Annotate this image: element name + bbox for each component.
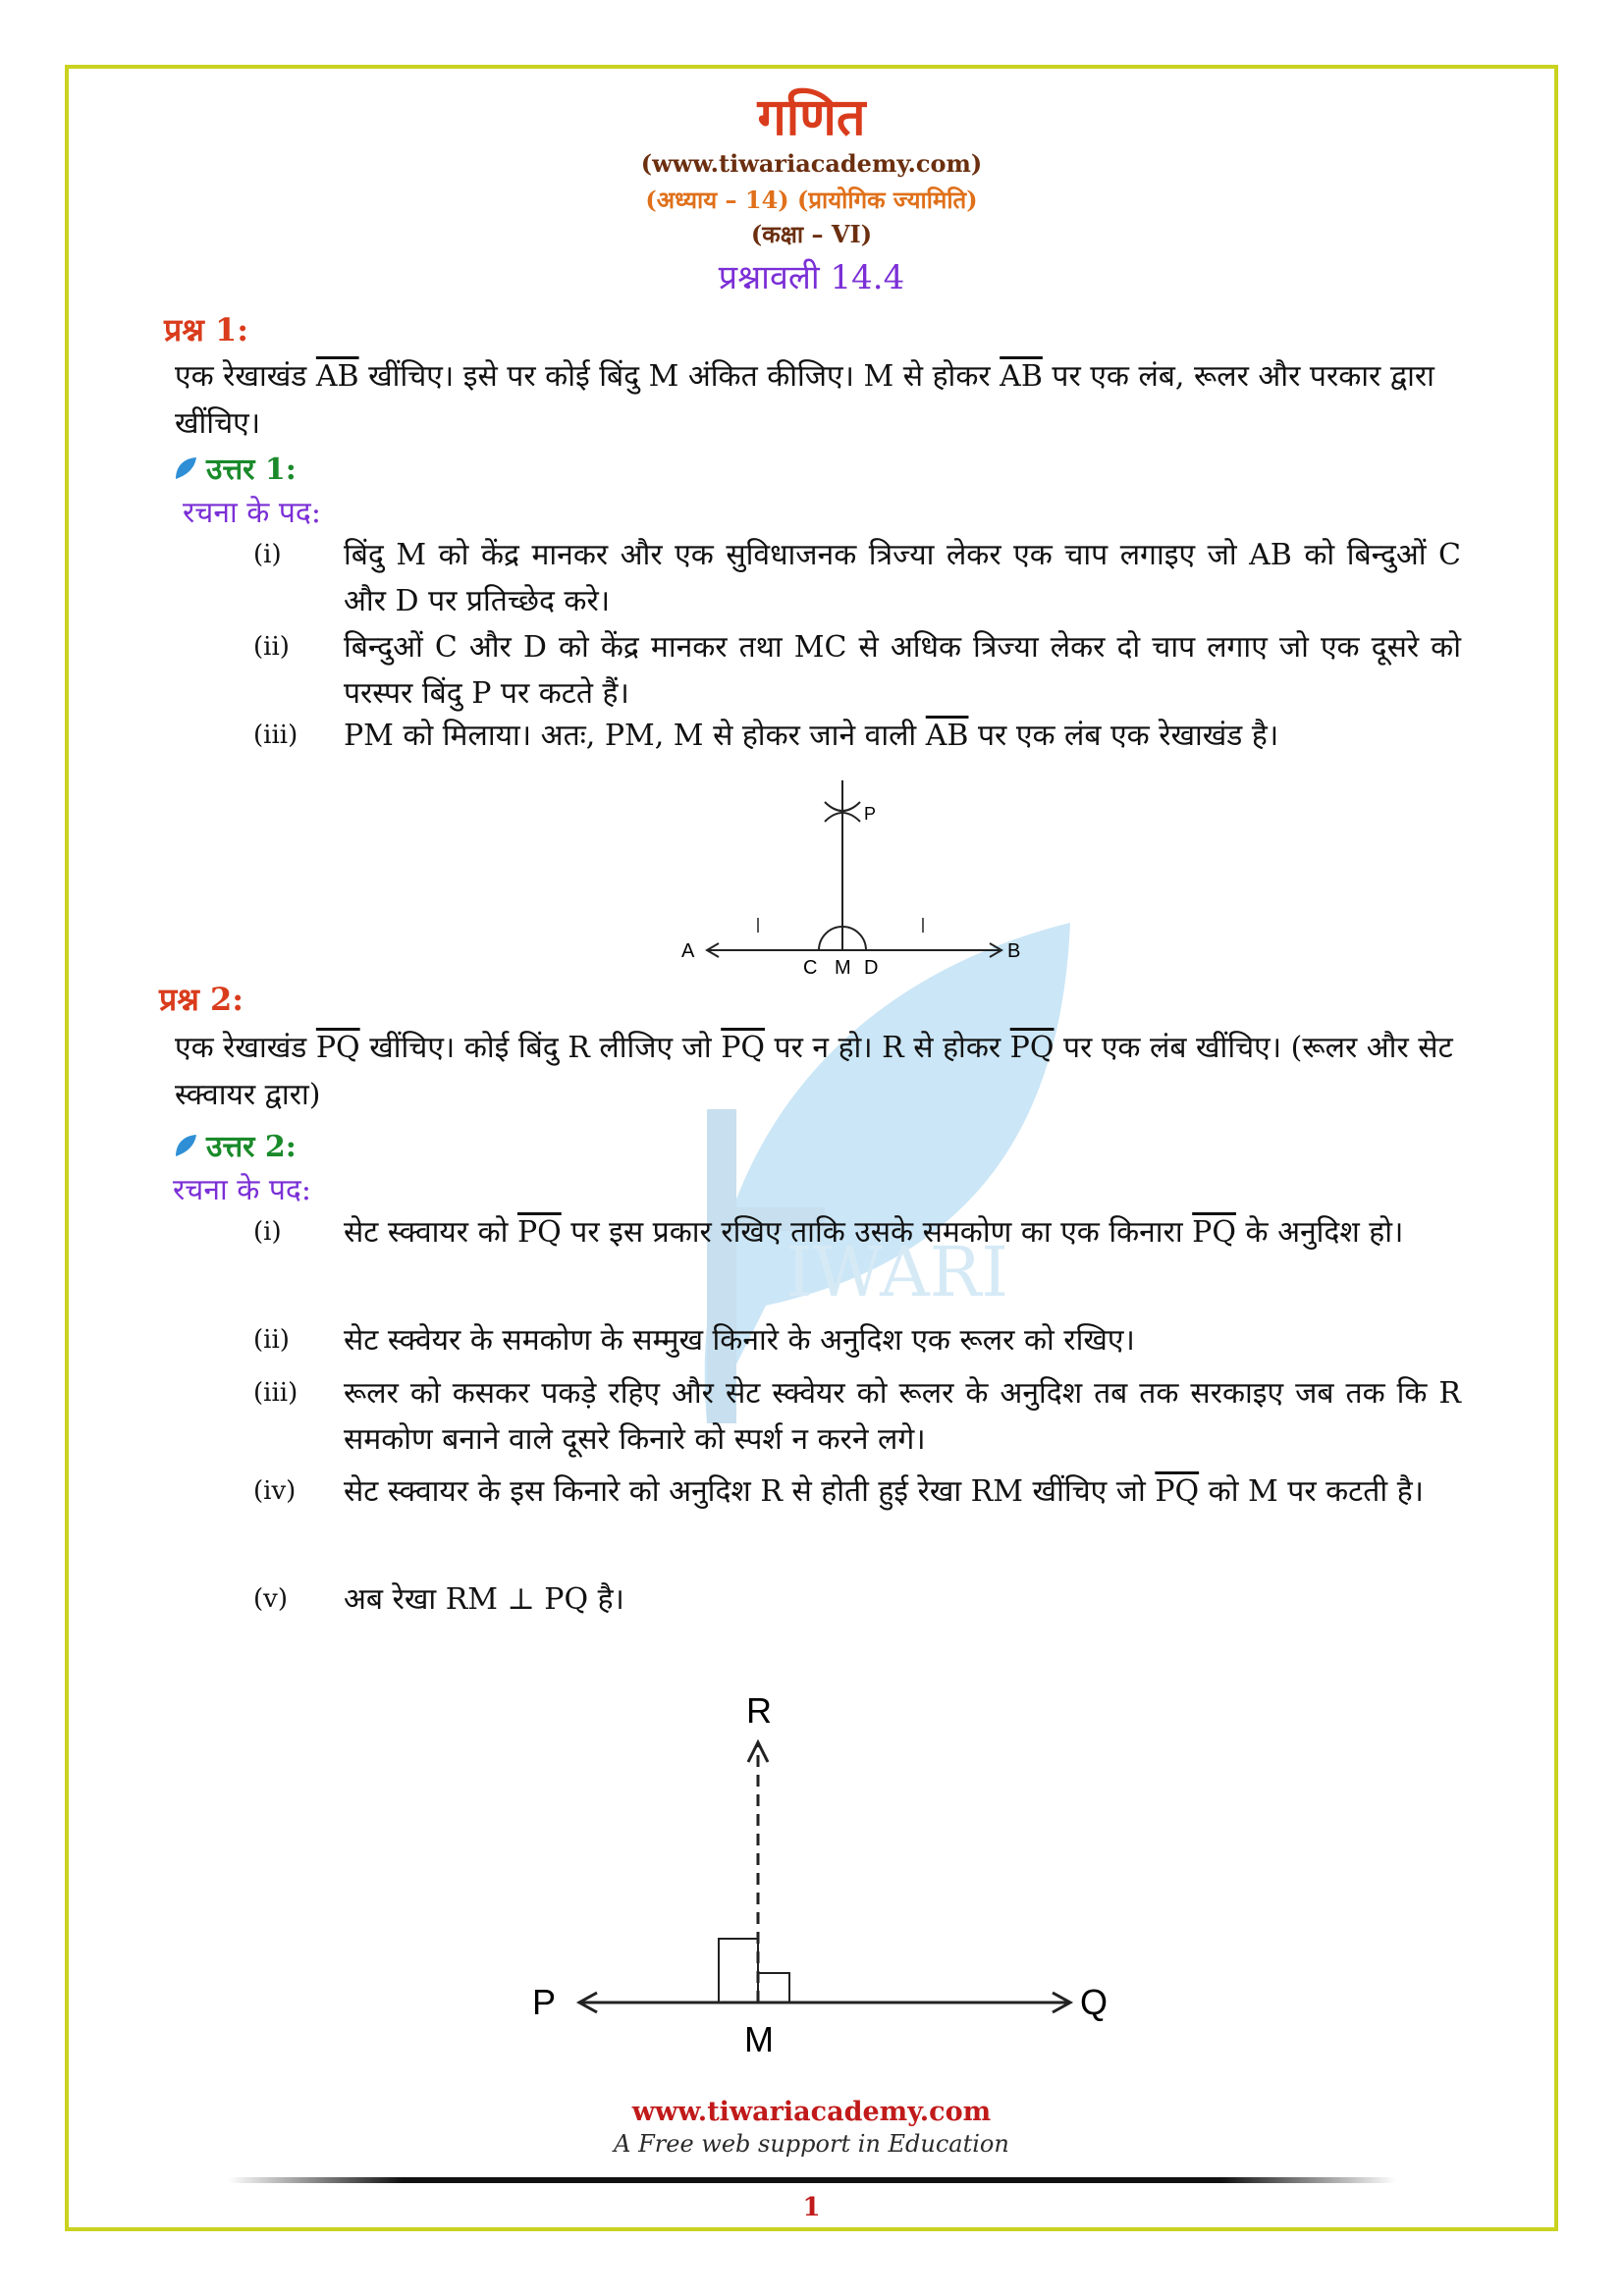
label-p: P xyxy=(532,1982,557,2022)
leaf-icon xyxy=(173,1133,198,1158)
label-q: Q xyxy=(1080,1982,1109,2022)
footer-website-link[interactable]: www.tiwariacademy.com xyxy=(631,2097,992,2127)
footer-tagline: A Free web support in Education xyxy=(614,2130,1009,2158)
header-website: (www.tiwariacademy.com) xyxy=(640,149,983,178)
page-title: गणित xyxy=(757,87,866,147)
figure-1-perpendicular-construction xyxy=(677,761,1031,977)
label-a: A xyxy=(681,940,695,962)
leaf-icon xyxy=(173,455,198,481)
label-c: C xyxy=(803,957,818,977)
footer-divider xyxy=(228,2177,1396,2183)
chapter-title: (अध्याय – 14) (प्रायोगिक ज्यामिति) xyxy=(645,186,978,214)
steps-heading-2: रचना के पद: xyxy=(173,1173,311,1207)
page-number: 1 xyxy=(802,2193,821,2222)
q2-step-4: (iv) सेट स्क्वायर के इस किनारे को अनुदिश R से होती हुई रेखा RM खींचिए जो $\overline{PQ}$ को M पर कटती है। xyxy=(253,1474,1424,1509)
answer-1-heading: उत्तर 1: xyxy=(173,448,297,488)
question-1-text: एक रेखाखंड $\overline{AB}$ खींचिए। इसे पर कोई बिंदु M अंकित कीजिए। M से होकर $\overline{AB}$ पर एक लंब, रूलर और परकार द्वारा खींचिए। xyxy=(175,359,1434,441)
q2-step-1: (i) सेट स्क्वायर को $\overline{PQ}$ पर इस प्रकार रखिए ताकि उसके समकोण का एक किनारा $\overline{PQ}$ के अनुदिश हो। xyxy=(253,1215,1404,1250)
question-2-heading: प्रश्न 2: xyxy=(159,981,244,1018)
steps-heading-1: रचना के पद: xyxy=(183,496,321,530)
q1-step-3: (iii) PM को मिलाया। अतः, PM, M से होकर जाने वाली $\overline{AB}$ पर एक लंब एक रेखाखंड है। xyxy=(253,719,1279,753)
exercise-title: प्रश्नावली 14.4 xyxy=(718,258,905,297)
label-b: B xyxy=(1007,940,1021,962)
q2-step-5: (v) अब रेखा RM ⊥ PQ है। xyxy=(253,1582,624,1617)
class-label: (कक्षा – VI) xyxy=(750,220,873,248)
label-p: P xyxy=(864,804,877,824)
answer-2-heading: उत्तर 2: xyxy=(173,1125,297,1165)
label-m: M xyxy=(744,2019,774,2056)
svg-text:IWARI: IWARI xyxy=(785,1232,1009,1312)
figure-2-set-square-perpendicular xyxy=(520,1674,1129,2056)
question-2-text: एक रेखाखंड $\overline{PQ}$ खींचिए। कोई बिंदु R लीजिए जो $\overline{PQ}$ पर न हो। R से होकर $\overline{PQ}$ पर एक लंब खींचिए। (रूलर और सेट स्क्वायर द्वारा) xyxy=(175,1031,1453,1112)
q1-step-1: (i) बिंदु M को केंद्र मानकर और एक सुविधाजनक त्रिज्या लेकर एक चाप लगाइए जो AB को बिन्दुओं C और D पर प्रतिच्छेद करे। xyxy=(253,538,1461,618)
label-r: R xyxy=(746,1690,772,1731)
label-m: M xyxy=(835,957,851,977)
q2-step-2: (ii) सेट स्क्वेयर के समकोण के सम्मुख किनारे के अनुदिश एक रूलर को रखिए। xyxy=(253,1323,1135,1358)
label-d: D xyxy=(864,957,879,977)
tiwari-watermark-logo xyxy=(648,913,1080,1443)
question-1-heading: प्रश्न 1: xyxy=(164,311,249,348)
q2-step-3: (iii) रूलर को कसकर पकड़े रहिए और सेट स्क्वेयर को रूलर के अनुदिश तब तक सरकाइए जब तक कि R समकोण बनाने वाले दूसरे किनारे को स्पर्श न करने लगे। xyxy=(253,1376,1461,1457)
q1-step-2: (ii) बिन्दुओं C और D को केंद्र मानकर तथा MC से अधिक त्रिज्या लेकर दो चाप लगाए जो एक दूसरे को परस्पर बिंदु P पर कटते हैं। xyxy=(253,630,1461,711)
